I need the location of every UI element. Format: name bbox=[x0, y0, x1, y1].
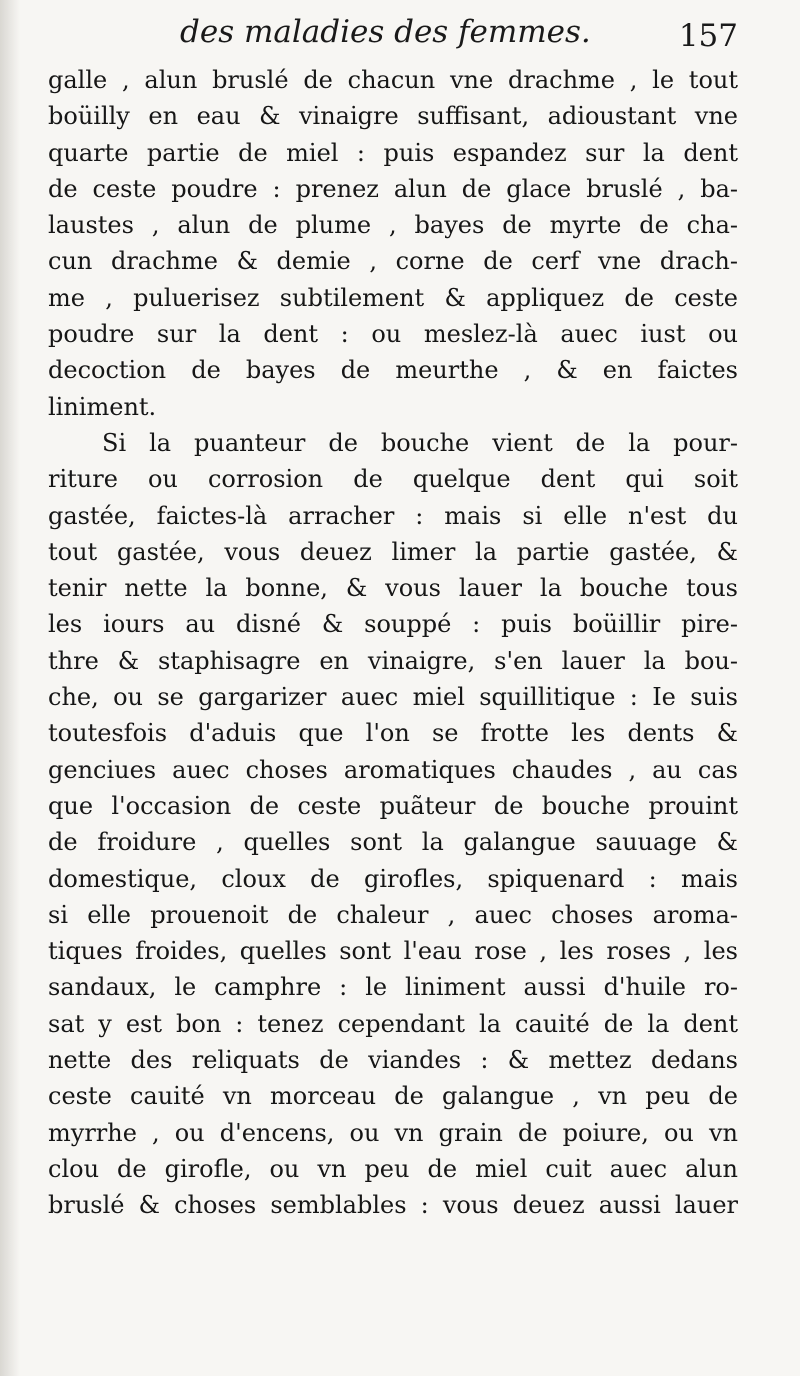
text-line: domestique, cloux de girofles, spiquenard : mais bbox=[48, 864, 738, 893]
page-edge-shadow bbox=[0, 0, 20, 1376]
page-number: 157 bbox=[678, 18, 738, 54]
text-line: thre & staphisagre en vinaigre, s'en lauer la bou- bbox=[48, 646, 738, 675]
body-text bbox=[48, 62, 738, 1224]
text-line: gastée, faictes-là arracher : mais si elle n'est du bbox=[48, 501, 738, 530]
text-line: laustes , alun de plume , bayes de myrte de cha- bbox=[48, 211, 738, 240]
text-line: sandaux, le camphre : le liniment aussi d'huile ro- bbox=[48, 973, 738, 1002]
text-line: liniment. bbox=[48, 392, 157, 421]
text-line: toutesfois d'aduis que l'on se frotte les dents & bbox=[48, 719, 738, 748]
text-line: che, ou se gargarizer auec miel squillitique : Ie suis bbox=[48, 683, 738, 712]
text-line: tenir nette la bonne, & vous lauer la bouche tous bbox=[48, 574, 738, 603]
paragraph-2 bbox=[48, 425, 738, 1224]
paragraph-1 bbox=[48, 62, 738, 425]
text-line: galle , alun bruslé de chacun vne drachme , le tout bbox=[48, 66, 738, 94]
text-line: que l'occasion de ceste puãteur de bouche prouint bbox=[48, 791, 738, 820]
text-line: cun drachme & demie , corne de cerf vne drach- bbox=[48, 247, 738, 276]
text-line: si elle prouenoit de chaleur , auec choses aroma- bbox=[48, 900, 738, 929]
text-line: de ceste poudre : prenez alun de glace bruslé , ba- bbox=[48, 174, 738, 203]
text-line: tout gastée, vous deuez limer la partie gastée, & bbox=[48, 537, 738, 566]
text-line: riture ou corrosion de quelque dent qui soit bbox=[48, 465, 738, 494]
text-line: boüilly en eau & vinaigre suffisant, adioustant vne bbox=[48, 102, 738, 131]
text-line: de froidure , quelles sont la galangue sauuage & bbox=[48, 828, 738, 857]
text-line: genciues auec choses aromatiques chaudes , au cas bbox=[48, 755, 738, 784]
text-line: quarte partie de miel : puis espandez sur la dent bbox=[48, 138, 738, 167]
text-line: tiques froides, quelles sont l'eau rose , les roses , les bbox=[48, 937, 738, 966]
text-line: les iours au disné & souppé : puis boüillir pire- bbox=[48, 610, 738, 639]
text-line: ceste cauité vn morceau de galangue , vn peu de bbox=[48, 1082, 738, 1111]
text-line: sat y est bon : tenez cependant la cauité de la dent bbox=[48, 1009, 738, 1038]
text-line: clou de girofle, ou vn peu de miel cuit auec alun bbox=[48, 1154, 738, 1183]
text-line: me , puluerisez subtilement & appliquez de ceste bbox=[48, 283, 738, 312]
text-line: bruslé & choses semblables : vous deuez aussi lauer bbox=[48, 1191, 738, 1220]
text-line: Si la puanteur de bouche vient de la pour- bbox=[102, 428, 738, 457]
text-line: nette des reliquats de viandes : & mettez dedans bbox=[48, 1046, 738, 1075]
running-title: des maladies des femmes. bbox=[180, 14, 591, 50]
page-header bbox=[48, 14, 738, 60]
text-line: decoction de bayes de meurthe , & en faictes bbox=[48, 356, 738, 385]
text-line: poudre sur la dent : ou meslez-là auec iust ou bbox=[48, 320, 738, 349]
text-line: myrrhe , ou d'encens, ou vn grain de poiure, ou vn bbox=[48, 1118, 738, 1147]
